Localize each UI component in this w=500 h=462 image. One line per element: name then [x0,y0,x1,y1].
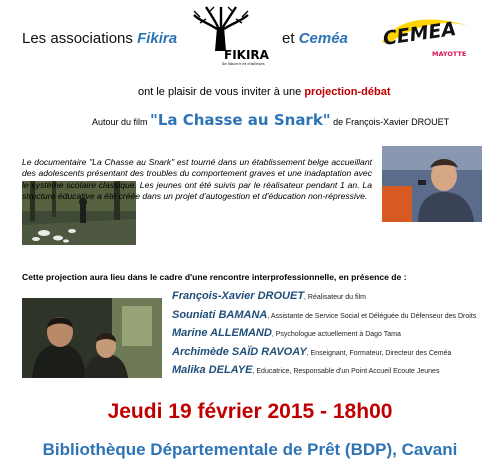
guest-name: Archimède SAÏD RAVOAY [172,345,307,358]
invitation-line [138,86,391,98]
fikira-logo-text: FIKIRA [224,48,269,62]
film-director: de François-Xavier DROUET [330,117,450,127]
org-cemea: Ceméa [298,30,348,47]
guest-item [172,364,497,383]
invitation-text: ont le plaisir de vous inviter à une [138,86,305,98]
guest-name: Souniati BAMANA [172,308,268,321]
guest-list [172,290,497,383]
baobab-tree-icon [194,7,248,51]
cemea-logo-text: CEMEA [381,17,458,50]
fikira-logo-tagline: Se Nourrir et d'ailleurs [222,61,265,66]
cemea-logo [378,12,474,60]
guest-role: , Enseignant, Formateur, Directeur des Ceméa [306,349,452,357]
organizers-line [22,30,177,47]
cemea-logo-subtext: MAYOTTE [432,50,467,58]
guest-item [172,327,497,346]
organizers-prefix: Les associations [22,30,138,47]
guest-role: , Réalisateur du film [304,294,366,301]
guest-name: Malika DELAYE [172,364,253,376]
guest-item [172,346,497,365]
event-venue: Bibliothèque Départementale de Prêt (BDP), Cavani [42,440,458,459]
guest-name: François-Xavier DROUET [172,290,305,302]
film-title: "La Chasse au Snark" [150,111,331,129]
guest-name: Marine ALLEMAND [172,327,272,339]
organizers-middle: et [282,30,299,47]
guest-role: , Psychologue actuellement à Dago Tama [271,331,401,338]
speaker-portrait-photo [382,146,482,222]
projection-debat-highlight: projection-débat [304,86,391,98]
film-still-photo [22,298,162,378]
event-date: Jeudi 19 février 2015 - 18h00 [107,400,393,423]
guest-role: , Assistante de Service Social et Déléguée du Défenseur des Droits [267,312,477,320]
guest-item [172,290,497,309]
presence-intro: Cette projection aura lieu dans le cadre d'une rencontre interprofessionnelle, en présence de : [22,272,407,282]
guest-role: , Educatrice, Responsable d'un Point Accueil Ecoute Jeunes [252,368,440,375]
film-synopsis: Le documentaire "La Chasse au Snark" est tourné dans un établissement belge accueillant des adolescents présentant des troubles du comportement graves et une inadaptation avec le système scolaire classique. Les jeunes ont été suivis par le réalisateur pendant 1 an. La structure éducative a été créée dans un projet d'autogestion et d'éducation non-répressive. [22,157,372,202]
guest-item [172,309,497,328]
org-fikira: Fikira [137,30,178,47]
film-line [92,111,449,129]
film-prefix: Autour du film [92,117,151,127]
organizers-line-2 [282,30,348,47]
fikira-logo [188,5,269,67]
